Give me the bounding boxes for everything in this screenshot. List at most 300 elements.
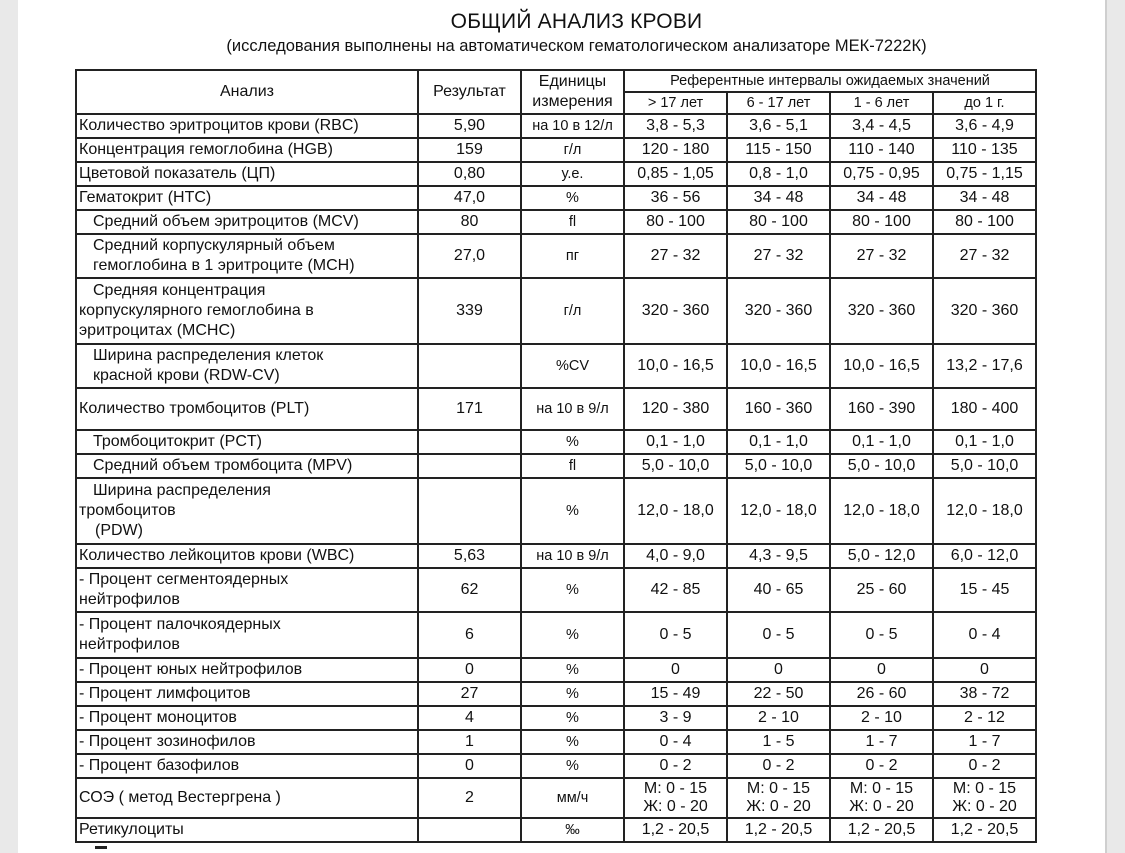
unit-value: г/л xyxy=(521,278,624,344)
reference-interval xyxy=(624,454,727,478)
reference-interval xyxy=(830,114,933,138)
reference-value: 0 xyxy=(774,661,783,678)
unit-value: %CV xyxy=(521,344,624,388)
reference-interval xyxy=(933,730,1036,754)
reference-interval xyxy=(830,818,933,842)
reference-value: 5,0 - 10,0 xyxy=(950,457,1019,474)
analysis-name-line: нейтрофилов xyxy=(79,591,180,608)
reference-interval xyxy=(727,568,830,612)
reference-interval xyxy=(727,754,830,778)
table-row xyxy=(76,778,1036,818)
reference-value: 0 xyxy=(980,661,989,678)
reference-value: 0,1 - 1,0 xyxy=(646,433,705,450)
analysis-name xyxy=(76,818,418,842)
reference-value: 0 - 2 xyxy=(968,757,1001,774)
reference-value: 0 - 5 xyxy=(762,626,795,643)
analysis-name-line: - Процент зозинофилов xyxy=(79,733,256,750)
reference-interval xyxy=(727,234,830,278)
reference-value: 27 - 32 xyxy=(753,247,804,264)
reference-value: 0 xyxy=(877,661,886,678)
reference-interval xyxy=(624,344,727,388)
reference-value: 15 - 45 xyxy=(959,581,1010,598)
analysis-name-line: Ширина распределения клеток xyxy=(93,347,324,364)
table-row xyxy=(76,612,1036,658)
reference-interval xyxy=(830,706,933,730)
table-row xyxy=(76,186,1036,210)
unit-value: % xyxy=(521,658,624,682)
unit-value: на 10 в 9/л xyxy=(521,544,624,568)
reference-value: 80 - 100 xyxy=(646,213,705,230)
reference-interval xyxy=(624,544,727,568)
reference-value: 5,0 - 10,0 xyxy=(847,457,916,474)
reference-interval xyxy=(624,114,727,138)
reference-value: 160 - 390 xyxy=(847,400,916,417)
reference-value: 22 - 50 xyxy=(753,685,804,702)
unit-value: % xyxy=(521,612,624,658)
analysis-name-line: Средний объем эритроцитов (MCV) xyxy=(93,213,359,230)
reference-value: 25 - 60 xyxy=(856,581,907,598)
reference-interval xyxy=(830,544,933,568)
reference-interval xyxy=(624,210,727,234)
reference-interval xyxy=(727,658,830,682)
reference-value: 80 - 100 xyxy=(955,213,1014,230)
reference-interval xyxy=(933,612,1036,658)
reference-interval xyxy=(624,138,727,162)
reference-interval xyxy=(727,278,830,344)
result-value xyxy=(418,344,521,388)
analysis-name-line: - Процент палочкоядерных xyxy=(79,616,281,633)
unit-value: % xyxy=(521,706,624,730)
reference-value: 115 - 150 xyxy=(745,141,812,158)
analysis-name xyxy=(76,210,418,234)
table-row xyxy=(76,454,1036,478)
reference-value: 10,0 - 16,5 xyxy=(740,357,817,374)
reference-value: 1,2 - 20,5 xyxy=(641,821,710,838)
reference-interval xyxy=(933,682,1036,706)
reference-value: 27 - 32 xyxy=(959,247,1010,264)
unit-value: % xyxy=(521,186,624,210)
reference-interval xyxy=(624,754,727,778)
reference-value: 6,0 - 12,0 xyxy=(950,547,1019,564)
table-row xyxy=(76,344,1036,388)
result-value xyxy=(418,454,521,478)
reference-value: 0 - 2 xyxy=(762,757,795,774)
reference-interval xyxy=(933,162,1036,186)
reference-value: 1,2 - 20,5 xyxy=(950,821,1019,838)
analysis-name-line: красной крови (RDW-CV) xyxy=(93,367,280,384)
reference-value: 15 - 49 xyxy=(650,685,701,702)
reference-value: 1 - 7 xyxy=(865,733,898,750)
reference-interval xyxy=(933,278,1036,344)
analysis-name-line: Количество тромбоцитов (PLT) xyxy=(79,400,310,417)
reference-interval xyxy=(830,278,933,344)
page-title: ОБЩИЙ АНАЛИЗ КРОВИ xyxy=(450,10,703,33)
reference-value: 320 - 360 xyxy=(847,302,916,319)
unit-value: % xyxy=(521,430,624,454)
reference-value: 34 - 48 xyxy=(753,189,804,206)
analysis-name xyxy=(76,114,418,138)
table-row xyxy=(76,818,1036,842)
reference-interval xyxy=(830,754,933,778)
analysis-name-line: СОЭ ( метод Вестергрена ) xyxy=(79,789,281,806)
reference-interval xyxy=(624,278,727,344)
reference-interval xyxy=(624,430,727,454)
analysis-name-line: (PDW) xyxy=(95,522,143,539)
result-value: 5,63 xyxy=(418,544,521,568)
reference-interval xyxy=(933,430,1036,454)
reference-value: 80 - 100 xyxy=(749,213,808,230)
table-row xyxy=(76,730,1036,754)
analysis-name xyxy=(76,568,418,612)
header-age-adult: > 17 лет xyxy=(624,92,727,114)
unit-value: у.е. xyxy=(521,162,624,186)
reference-value: 27 - 32 xyxy=(856,247,907,264)
result-value: 0 xyxy=(418,658,521,682)
header-units: Единицы измерения xyxy=(521,70,624,114)
reference-value: 5,0 - 12,0 xyxy=(847,547,916,564)
reference-value: 0,1 - 1,0 xyxy=(749,433,808,450)
result-value: 2 xyxy=(418,778,521,818)
analysis-name xyxy=(76,478,418,544)
analysis-name-line: Ширина распределения xyxy=(93,482,271,499)
result-value: 62 xyxy=(418,568,521,612)
result-value: 0,80 xyxy=(418,162,521,186)
reference-interval xyxy=(830,234,933,278)
table-row xyxy=(76,682,1036,706)
analysis-name-line: - Процент сегментоядерных xyxy=(79,571,289,588)
analysis-name xyxy=(76,754,418,778)
reference-interval xyxy=(933,114,1036,138)
reference-interval xyxy=(727,478,830,544)
reference-value: М: 0 - 15 xyxy=(849,780,914,797)
unit-value: г/л xyxy=(521,138,624,162)
reference-value: 0,75 - 1,15 xyxy=(946,165,1023,182)
analysis-name xyxy=(76,658,418,682)
reference-value: 5,0 - 10,0 xyxy=(641,457,710,474)
analysis-name-line: тромбоцитов xyxy=(79,502,176,519)
result-value: 0 xyxy=(418,754,521,778)
reference-value: 42 - 85 xyxy=(650,581,701,598)
analysis-name xyxy=(76,706,418,730)
reference-value: 3,8 - 5,3 xyxy=(646,117,705,134)
reference-value: 3,6 - 4,9 xyxy=(955,117,1014,134)
table-row xyxy=(76,138,1036,162)
header-age-under-1: до 1 г. xyxy=(933,92,1036,114)
analysis-name xyxy=(76,138,418,162)
analysis-name xyxy=(76,278,418,344)
unit-value: fl xyxy=(521,210,624,234)
reference-value: 0,1 - 1,0 xyxy=(955,433,1014,450)
reference-interval xyxy=(933,344,1036,388)
analysis-name-line: Средний объем тромбоцита (MPV) xyxy=(93,457,353,474)
reference-interval xyxy=(727,544,830,568)
reference-value: 80 - 100 xyxy=(852,213,911,230)
reference-value: 12,0 - 18,0 xyxy=(843,502,920,519)
analysis-name-line: нейтрофилов xyxy=(79,636,180,653)
result-value xyxy=(418,430,521,454)
table-row xyxy=(76,162,1036,186)
reference-interval xyxy=(830,778,933,818)
reference-value: 110 - 140 xyxy=(848,141,915,158)
reference-value: 3,6 - 5,1 xyxy=(749,117,808,134)
reference-interval xyxy=(727,138,830,162)
unit-value: % xyxy=(521,682,624,706)
reference-value: 12,0 - 18,0 xyxy=(637,502,714,519)
reference-interval xyxy=(933,454,1036,478)
analysis-name xyxy=(76,544,418,568)
reference-interval xyxy=(830,612,933,658)
reference-interval xyxy=(933,658,1036,682)
analysis-name-line: Количество лейкоцитов крови (WBC) xyxy=(79,547,355,564)
left-margin-strip xyxy=(0,0,18,853)
reference-value: 34 - 48 xyxy=(856,189,907,206)
analysis-name-line: Ретикулоциты xyxy=(79,821,184,838)
result-value: 1 xyxy=(418,730,521,754)
analysis-name-line: Гематокрит (HTC) xyxy=(79,189,212,206)
analysis-name xyxy=(76,430,418,454)
reference-value: 1,2 - 20,5 xyxy=(847,821,916,838)
reference-interval xyxy=(624,612,727,658)
unit-value: на 10 в 12/л xyxy=(521,114,624,138)
analysis-name xyxy=(76,778,418,818)
result-value: 339 xyxy=(418,278,521,344)
reference-value-female: Ж: 0 - 20 xyxy=(952,798,1017,815)
header-reference-intervals: Референтные интервалы ожидаемых значений xyxy=(624,70,1036,92)
table-row xyxy=(76,278,1036,344)
result-value: 27,0 xyxy=(418,234,521,278)
reference-interval xyxy=(727,344,830,388)
analysis-name-line: Количество эритроцитов крови (RBC) xyxy=(79,117,359,134)
reference-value: 120 - 380 xyxy=(641,400,710,417)
reference-interval xyxy=(933,388,1036,430)
reference-value: М: 0 - 15 xyxy=(952,780,1017,797)
reference-value: 0 - 4 xyxy=(968,626,1001,643)
reference-value: 0,75 - 0,95 xyxy=(843,165,920,182)
analysis-name-line: Тромбоцитокрит (PCT) xyxy=(93,433,262,450)
analysis-name-line: Цветовой показатель (ЦП) xyxy=(79,165,276,182)
reference-value: 180 - 400 xyxy=(950,400,1019,417)
unit-value: % xyxy=(521,478,624,544)
reference-interval xyxy=(727,162,830,186)
reference-interval xyxy=(933,478,1036,544)
analysis-name xyxy=(76,162,418,186)
analysis-name xyxy=(76,344,418,388)
reference-value: 2 - 10 xyxy=(861,709,902,726)
reference-value: 0 - 4 xyxy=(659,733,692,750)
reference-value: 160 - 360 xyxy=(744,400,813,417)
analysis-name-line: Средний корпускулярный объем xyxy=(93,237,335,254)
page-continuation-mark xyxy=(95,846,107,849)
reference-interval xyxy=(830,388,933,430)
right-scroll-edge xyxy=(1105,0,1125,853)
reference-value: 3 - 9 xyxy=(659,709,692,726)
reference-value-female: Ж: 0 - 20 xyxy=(643,798,708,815)
page-subtitle: (исследования выполнены на автоматическом гематологическом анализаторе МЕК-7222К) xyxy=(226,37,927,55)
reference-value: 3,4 - 4,5 xyxy=(852,117,911,134)
analysis-name-line: - Процент базофилов xyxy=(79,757,240,774)
unit-value: % xyxy=(521,730,624,754)
reference-value: 0 - 2 xyxy=(865,757,898,774)
table-row xyxy=(76,658,1036,682)
header-age-6-17: 6 - 17 лет xyxy=(727,92,830,114)
reference-interval xyxy=(624,388,727,430)
reference-value: 26 - 60 xyxy=(856,685,907,702)
reference-value-female: Ж: 0 - 20 xyxy=(746,798,811,815)
table-row xyxy=(76,544,1036,568)
reference-value: 40 - 65 xyxy=(753,581,804,598)
reference-interval xyxy=(624,162,727,186)
reference-value: 0 - 5 xyxy=(865,626,898,643)
reference-value: 0,1 - 1,0 xyxy=(852,433,911,450)
reference-value: 0 - 2 xyxy=(659,757,692,774)
result-value: 27 xyxy=(418,682,521,706)
reference-value: 110 - 135 xyxy=(951,141,1018,158)
reference-interval xyxy=(727,730,830,754)
reference-value: 0 - 5 xyxy=(659,626,692,643)
reference-interval xyxy=(933,210,1036,234)
analysis-name xyxy=(76,612,418,658)
unit-value: % xyxy=(521,754,624,778)
reference-interval xyxy=(624,478,727,544)
reference-interval xyxy=(624,706,727,730)
reference-interval xyxy=(933,234,1036,278)
reference-interval xyxy=(933,706,1036,730)
analysis-name xyxy=(76,682,418,706)
reference-value: 2 - 12 xyxy=(964,709,1005,726)
reference-value: 4,0 - 9,0 xyxy=(646,547,705,564)
header-result: Результат xyxy=(418,70,521,114)
table-row xyxy=(76,430,1036,454)
analysis-name-line: Средняя концентрация xyxy=(93,282,266,299)
table-row xyxy=(76,388,1036,430)
analysis-name-line: гемоглобина в 1 эритроците (MCH) xyxy=(93,257,355,274)
reference-interval xyxy=(830,478,933,544)
reference-interval xyxy=(727,454,830,478)
reference-interval xyxy=(727,706,830,730)
reference-value: М: 0 - 15 xyxy=(746,780,811,797)
reference-value: 10,0 - 16,5 xyxy=(637,357,714,374)
analysis-name xyxy=(76,186,418,210)
analysis-name xyxy=(76,234,418,278)
reference-value: 12,0 - 18,0 xyxy=(946,502,1023,519)
result-value xyxy=(418,478,521,544)
reference-value: 4,3 - 9,5 xyxy=(749,547,808,564)
result-value: 6 xyxy=(418,612,521,658)
reference-interval xyxy=(624,186,727,210)
reference-value: 0 xyxy=(671,661,680,678)
reference-interval xyxy=(933,754,1036,778)
reference-interval xyxy=(727,210,830,234)
reference-value: 0,8 - 1,0 xyxy=(749,165,808,182)
analysis-name-line: корпускулярного гемоглобина в xyxy=(79,302,314,319)
reference-interval xyxy=(830,186,933,210)
table-row xyxy=(76,706,1036,730)
analysis-name xyxy=(76,388,418,430)
unit-value: % xyxy=(521,568,624,612)
header-analysis: Анализ xyxy=(76,70,418,114)
reference-interval xyxy=(830,344,933,388)
analysis-name-line: эритроцитах (MCHC) xyxy=(79,322,236,339)
reference-value: 0,85 - 1,05 xyxy=(637,165,714,182)
reference-value: 5,0 - 10,0 xyxy=(744,457,813,474)
analysis-name-line: Концентрация гемоглобина (HGB) xyxy=(79,141,333,158)
result-value: 47,0 xyxy=(418,186,521,210)
unit-value: пг xyxy=(521,234,624,278)
result-value: 159 xyxy=(418,138,521,162)
result-value: 171 xyxy=(418,388,521,430)
table-row xyxy=(76,114,1036,138)
reference-value: 36 - 56 xyxy=(650,189,701,206)
reference-value: 320 - 360 xyxy=(950,302,1019,319)
reference-interval xyxy=(933,568,1036,612)
reference-value: 320 - 360 xyxy=(641,302,710,319)
reference-interval xyxy=(624,234,727,278)
reference-interval xyxy=(727,430,830,454)
header-age-1-6: 1 - 6 лет xyxy=(830,92,933,114)
reference-interval xyxy=(624,818,727,842)
result-value xyxy=(418,818,521,842)
reference-interval xyxy=(830,658,933,682)
reference-interval xyxy=(933,778,1036,818)
reference-value: 1 - 7 xyxy=(968,733,1001,750)
reference-interval xyxy=(727,682,830,706)
reference-interval xyxy=(830,210,933,234)
unit-value: fl xyxy=(521,454,624,478)
unit-value: мм/ч xyxy=(521,778,624,818)
reference-value: 10,0 - 16,5 xyxy=(843,357,920,374)
table-row xyxy=(76,234,1036,278)
analysis-name xyxy=(76,454,418,478)
reference-value: 34 - 48 xyxy=(959,189,1010,206)
reference-value: 320 - 360 xyxy=(744,302,813,319)
reference-interval xyxy=(727,778,830,818)
reference-value: 12,0 - 18,0 xyxy=(740,502,817,519)
reference-interval xyxy=(624,730,727,754)
reference-interval xyxy=(624,682,727,706)
reference-value: 2 - 10 xyxy=(758,709,799,726)
unit-value: на 10 в 9/л xyxy=(521,388,624,430)
reference-interval xyxy=(933,138,1036,162)
reference-interval xyxy=(933,818,1036,842)
reference-interval xyxy=(727,388,830,430)
reference-value-female: Ж: 0 - 20 xyxy=(849,798,914,815)
reference-interval xyxy=(830,568,933,612)
table-row xyxy=(76,568,1036,612)
blood-test-table xyxy=(75,69,1037,843)
reference-interval xyxy=(624,778,727,818)
reference-interval xyxy=(933,544,1036,568)
document-page xyxy=(18,0,1105,853)
reference-interval xyxy=(830,430,933,454)
table-row xyxy=(76,754,1036,778)
table-row xyxy=(76,210,1036,234)
reference-value: 120 - 180 xyxy=(641,141,710,158)
reference-interval xyxy=(727,818,830,842)
result-value: 5,90 xyxy=(418,114,521,138)
reference-value: 38 - 72 xyxy=(959,685,1010,702)
reference-value: 1 - 5 xyxy=(762,733,795,750)
analysis-name-line: - Процент юных нейтрофилов xyxy=(79,661,303,678)
analysis-name xyxy=(76,730,418,754)
reference-interval xyxy=(933,186,1036,210)
reference-interval xyxy=(727,612,830,658)
reference-interval xyxy=(830,138,933,162)
result-value: 80 xyxy=(418,210,521,234)
reference-value: 1,2 - 20,5 xyxy=(744,821,813,838)
reference-interval xyxy=(830,730,933,754)
reference-interval xyxy=(830,454,933,478)
unit-value: ‰ xyxy=(521,818,624,842)
